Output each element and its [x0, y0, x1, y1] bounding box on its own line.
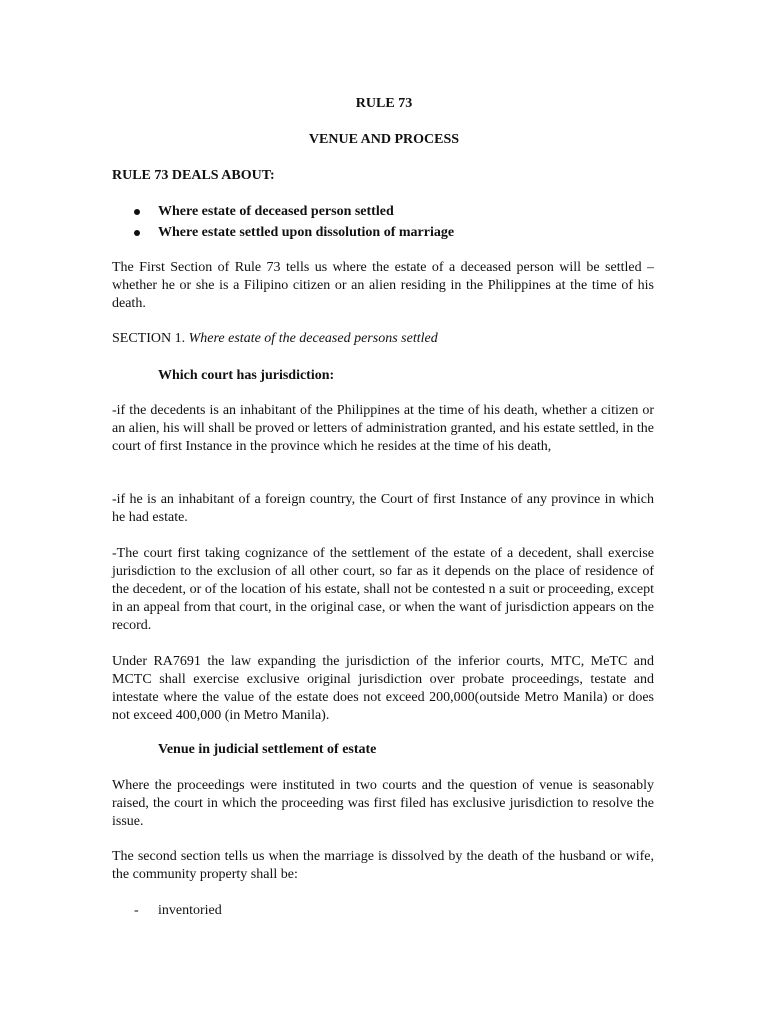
paragraph-inhabitant: -if the decedents is an inhabitant of the Philippines at the time of his death, whether a citizen or an alien, his will shall be proved or letters of administration granted, and his estate settled, in the court of first Instance in the province which he resides at the time of his death,: [112, 403, 654, 454]
bullet-text: Where estate settled upon dissolution of marriage: [158, 225, 455, 240]
jurisdiction-heading: Which court has jurisdiction:: [158, 368, 335, 383]
paragraph-ra7691: Under RA7691 the law expanding the jurisdiction of the inferior courts, MTC, MeTC and MCTC shall exercise exclusive original jurisdiction over probate proceedings, testate and intestate where the value of the estate does not exceed 200,000(outside Metro Manila) or does not exceed 400,000 (in Metro Manila).: [112, 654, 654, 723]
paragraph-foreign: -if he is an inhabitant of a foreign country, the Court of first Instance of any province in which he had estate.: [112, 492, 654, 525]
paragraph-cognizance: -The court first taking cognizance of the settlement of the estate of a decedent, shall exercise jurisdiction to the exclusion of all other court, so far as it depends on the place of residence of the decedent, or of the location of his estate, shall not be contested n a suit or proceeding, except in an appeal from that court, in the original case, or when the want of jurisdiction appears on the record.: [112, 546, 654, 633]
paragraph-second-section: The second section tells us when the marriage is dissolved by the death of the husband or wife, the community property shall be:: [112, 849, 654, 882]
dash-marker: -: [134, 903, 139, 918]
document-subtitle: VENUE AND PROCESS: [308, 132, 460, 147]
paragraph-venue: Where the proceedings were instituted in two courts and the question of venue is seasonably raised, the court in which the proceeding was first filed has exclusive jurisdiction to resolve the issue.: [112, 778, 654, 829]
section-title: Where estate of the deceased persons settled: [188, 331, 438, 346]
section-1-heading: [112, 330, 654, 348]
intro-paragraph: The First Section of Rule 73 tells us where the estate of a deceased person will be settled – whether he or she is a Filipino citizen or an alien residing in the Philippines at the time of his death.: [112, 260, 654, 311]
bullet-item: [112, 203, 654, 224]
bullet-item: [112, 224, 654, 245]
bullet-text: Where estate of deceased person settled: [158, 204, 394, 219]
topic-bullet-list: [112, 203, 654, 245]
bullet-dot-icon: [134, 230, 140, 236]
deals-heading: RULE 73 DEALS ABOUT:: [112, 168, 275, 183]
section-label: SECTION 1.: [112, 331, 186, 346]
bullet-dot-icon: [134, 209, 140, 215]
rule-title: RULE 73: [355, 96, 413, 111]
dash-item-text: inventoried: [158, 903, 222, 918]
dash-list-item: [112, 902, 700, 920]
venue-heading: Venue in judicial settlement of estate: [158, 742, 377, 757]
